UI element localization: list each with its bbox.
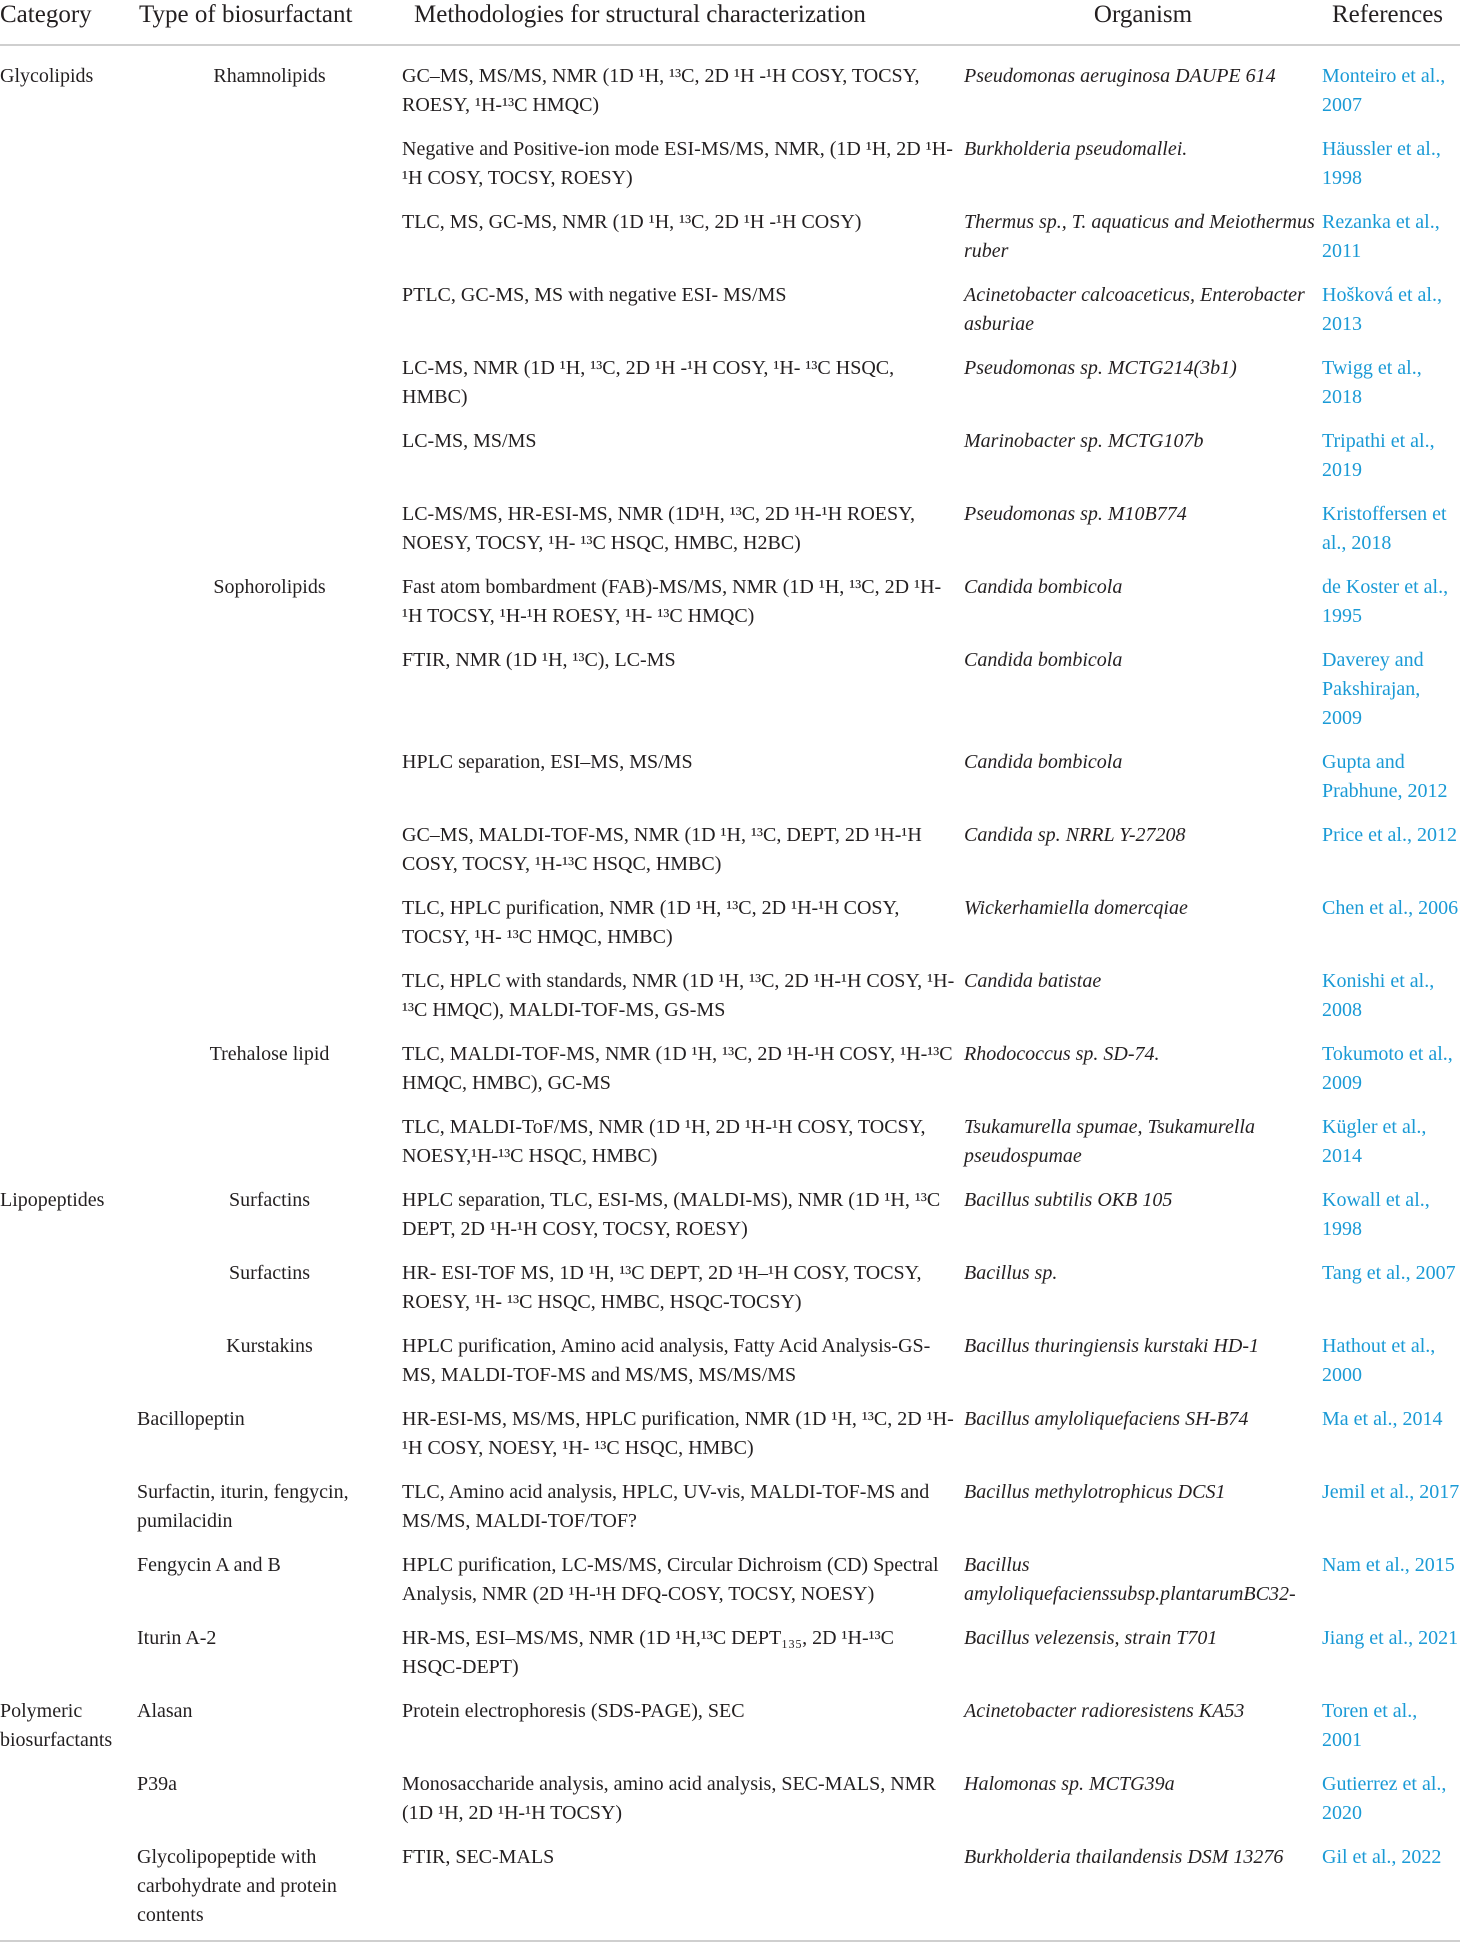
organism-cell: Pseudomonas sp. MCTG214(3b1) <box>964 357 1237 379</box>
methodology-cell: HPLC purification, LC-MS/MS, Circular Dichroism (CD) Spectral Analysis, NMR (2D ¹H-¹H DFQ-COSY, TOCSY, NOESY) <box>402 1554 939 1605</box>
type-cell <box>137 419 402 492</box>
table-row <box>0 127 1460 200</box>
reference-link[interactable]: Nam et al., 2015 <box>1322 1554 1455 1576</box>
category-cell <box>0 1616 137 1689</box>
type-cell <box>137 813 402 886</box>
category-cell <box>0 813 137 886</box>
organism-cell: Tsukamurella spumae, Tsukamurella pseudospumae <box>964 1116 1255 1167</box>
organism-cell: Bacillus sp. <box>964 1262 1058 1284</box>
methodology-cell: TLC, MALDI-ToF/MS, NMR (1D ¹H, 2D ¹H-¹H COSY, TOCSY, NOESY,¹H-¹³C HSQC, HMBC) <box>402 1116 926 1167</box>
reference-link[interactable]: Price et al., 2012 <box>1322 824 1457 846</box>
type-cell <box>137 492 402 565</box>
table-row <box>0 1689 1460 1762</box>
organism-cell: Bacillus methylotrophicus DCS1 <box>964 1481 1226 1503</box>
methodology-cell: Negative and Positive-ion mode ESI-MS/MS, NMR, (1D ¹H, 2D ¹H- ¹H COSY, TOCSY, ROESY) <box>402 138 953 189</box>
reference-link[interactable]: Häussler et al., 1998 <box>1322 138 1441 189</box>
category-cell <box>0 1397 137 1470</box>
category-cell <box>0 1543 137 1616</box>
type-cell: Bacillopeptin <box>137 1408 245 1430</box>
type-cell: Surfactin, iturin, fengycin, pumilacidin <box>137 1481 349 1532</box>
methodology-cell: LC-MS/MS, HR-ESI-MS, NMR (1D¹H, ¹³C, 2D ¹H-¹H ROESY, NOESY, TOCSY, ¹H- ¹³C HSQC, HMBC, H2BC) <box>402 503 916 554</box>
category-cell <box>0 886 137 959</box>
reference-link[interactable]: Kristoffersen et al., 2018 <box>1322 503 1447 554</box>
organism-cell: Pseudomonas sp. M10B774 <box>964 503 1187 525</box>
category-cell <box>0 1324 137 1397</box>
type-cell: P39a <box>137 1773 177 1795</box>
organism-cell: Burkholderia thailandensis DSM 13276 <box>964 1835 1322 1941</box>
type-cell <box>137 200 402 273</box>
methodology-cell: TLC, HPLC purification, NMR (1D ¹H, ¹³C, 2D ¹H-¹H COSY, TOCSY, ¹H- ¹³C HMQC, HMBC) <box>402 897 900 948</box>
methodology-cell: PTLC, GC-MS, MS with negative ESI- MS/MS <box>402 284 787 306</box>
category-cell <box>0 740 137 813</box>
table-row <box>0 1251 1460 1324</box>
type-cell: Alasan <box>137 1700 193 1722</box>
category-cell <box>0 419 137 492</box>
organism-cell: Candida bombicola <box>964 576 1123 598</box>
table-row <box>0 813 1460 886</box>
type-cell: Trehalose lipid <box>209 1043 330 1065</box>
reference-link[interactable]: Gupta and Prabhune, 2012 <box>1322 751 1448 802</box>
reference-link[interactable]: Gil et al., 2022 <box>1322 1835 1460 1941</box>
table-row <box>0 346 1460 419</box>
category-cell: Polymeric biosurfactants <box>0 1700 113 1751</box>
category-cell <box>0 565 137 638</box>
methodology-cell: FTIR, SEC-MALS <box>402 1835 964 1941</box>
organism-cell: Rhodococcus sp. SD-74. <box>964 1043 1160 1065</box>
type-cell <box>137 959 402 1032</box>
reference-link[interactable]: Toren et al., 2001 <box>1322 1700 1418 1751</box>
type-cell: Surfactins <box>228 1262 311 1284</box>
organism-cell: Bacillus subtilis OKB 105 <box>964 1189 1173 1211</box>
organism-cell: Bacillus amyloliquefaciens SH-B74 <box>964 1408 1249 1430</box>
header-references: References <box>1322 0 1460 45</box>
table-row <box>0 1543 1460 1616</box>
table-row <box>0 959 1460 1032</box>
category-cell: Lipopeptides <box>0 1189 105 1211</box>
methodology-cell: HPLC separation, ESI–MS, MS/MS <box>402 751 693 773</box>
type-cell: Rhamnolipids <box>213 65 326 87</box>
methodology-cell: TLC, HPLC with standards, NMR (1D ¹H, ¹³C, 2D ¹H-¹H COSY, ¹H- ¹³C HMQC), MALDI-TOF-MS, GS-MS <box>402 970 955 1021</box>
reference-link[interactable]: Hošková et al., 2013 <box>1322 284 1442 335</box>
category-cell <box>0 1470 137 1543</box>
reference-link[interactable]: Konishi et al., 2008 <box>1322 970 1435 1021</box>
header-row <box>0 0 1460 45</box>
methodology-cell: FTIR, NMR (1D ¹H, ¹³C), LC-MS <box>402 649 676 671</box>
organism-cell: Bacillus amyloliquefacienssubsp.plantarumBC32- <box>964 1554 1296 1605</box>
type-cell: Glycolipopeptide with carbohydrate and protein contents <box>137 1835 402 1941</box>
methodology-cell: LC-MS, NMR (1D ¹H, ¹³C, 2D ¹H -¹H COSY, ¹H- ¹³C HSQC, HMBC) <box>402 357 895 408</box>
header-type: Type of biosurfactant <box>137 0 402 45</box>
organism-cell: Acinetobacter radioresistens KA53 <box>964 1700 1245 1722</box>
methodology-cell: TLC, MS, GC-MS, NMR (1D ¹H, ¹³C, 2D ¹H -¹H COSY) <box>402 211 862 233</box>
organism-cell: Candida bombicola <box>964 751 1123 773</box>
table-row <box>0 886 1460 959</box>
type-cell: Iturin A-2 <box>137 1627 217 1649</box>
type-cell <box>137 1105 402 1178</box>
table-row <box>0 1762 1460 1835</box>
table-row <box>0 1470 1460 1543</box>
type-cell <box>137 127 402 200</box>
methodology-cell: GC–MS, MS/MS, NMR (1D ¹H, ¹³C, 2D ¹H -¹H COSY, TOCSY, ROESY, ¹H-¹³C HMQC) <box>402 65 920 116</box>
organism-cell: Candida bombicola <box>964 649 1123 671</box>
organism-cell: Bacillus thuringiensis kurstaki HD-1 <box>964 1335 1259 1357</box>
reference-link[interactable]: de Koster et al., 1995 <box>1322 576 1449 627</box>
category-cell <box>0 127 137 200</box>
table-row <box>0 1105 1460 1178</box>
category-cell <box>0 200 137 273</box>
type-cell <box>137 886 402 959</box>
organism-cell: Candida sp. NRRL Y-27208 <box>964 824 1186 846</box>
table-row <box>0 1178 1460 1251</box>
methodology-cell: TLC, Amino acid analysis, HPLC, UV-vis, MALDI-TOF-MS and MS/MS, MALDI-TOF/TOF? <box>402 1481 930 1532</box>
table-row <box>0 1835 1460 1941</box>
reference-link[interactable]: Chen et al., 2006 <box>1322 897 1459 919</box>
reference-link[interactable]: Kowall et al., 1998 <box>1322 1189 1430 1240</box>
table-row <box>0 45 1460 127</box>
organism-cell: Halomonas sp. MCTG39a <box>964 1773 1175 1795</box>
methodology-cell: TLC, MALDI-TOF-MS, NMR (1D ¹H, ¹³C, 2D ¹H-¹H COSY, ¹H-¹³C HMQC, HMBC), GC-MS <box>402 1043 953 1094</box>
category-cell <box>0 959 137 1032</box>
category-cell <box>0 1762 137 1835</box>
type-cell: Sophorolipids <box>213 576 326 598</box>
reference-link[interactable]: Monteiro et al., 2007 <box>1322 65 1446 116</box>
reference-link[interactable]: Kügler et al., 2014 <box>1322 1116 1427 1167</box>
methodology-cell: HPLC separation, TLC, ESI-MS, (MALDI-MS), NMR (1D ¹H, ¹³C DEPT, 2D ¹H-¹H COSY, TOCSY, ROESY) <box>402 1189 941 1240</box>
type-cell <box>137 346 402 419</box>
methodology-cell: Protein electrophoresis (SDS-PAGE), SEC <box>402 1700 745 1722</box>
methodology-cell: HR-ESI-MS, MS/MS, HPLC purification, NMR (1D ¹H, ¹³C, 2D ¹H-¹H COSY, NOESY, ¹H- ¹³C HSQC, HMBC) <box>402 1408 954 1459</box>
table-row <box>0 273 1460 346</box>
category-cell <box>0 638 137 740</box>
reference-link[interactable]: Jiang et al., 2021 <box>1322 1627 1459 1649</box>
table-row <box>0 1397 1460 1470</box>
organism-cell: Acinetobacter calcoaceticus, Enterobacter asburiae <box>964 284 1305 335</box>
reference-link[interactable]: Hathout et al., 2000 <box>1322 1335 1436 1386</box>
table-row <box>0 565 1460 638</box>
table-row <box>0 638 1460 740</box>
methodology-cell: HR-MS, ESI–MS/MS, NMR (1D ¹H,¹³C DEPT₁₃₅, 2D ¹H-¹³C HSQC-DEPT) <box>402 1627 894 1678</box>
category-cell <box>0 1105 137 1178</box>
methodology-cell: GC–MS, MALDI-TOF-MS, NMR (1D ¹H, ¹³C, DEPT, 2D ¹H-¹H COSY, TOCSY, ¹H-¹³C HSQC, HMBC) <box>402 824 922 875</box>
category-cell <box>0 1835 137 1941</box>
table-row <box>0 1324 1460 1397</box>
header-organism: Organism <box>964 0 1322 45</box>
reference-link[interactable]: Tang et al., 2007 <box>1322 1262 1456 1284</box>
type-cell <box>137 638 402 740</box>
category-cell: Glycolipids <box>0 65 94 87</box>
type-cell: Fengycin A and B <box>137 1554 281 1576</box>
type-cell <box>137 273 402 346</box>
table-row <box>0 1032 1460 1105</box>
reference-link[interactable]: Rezanka et al., 2011 <box>1322 211 1440 262</box>
header-category: Category <box>0 0 137 45</box>
methodology-cell: HR- ESI-TOF MS, 1D ¹H, ¹³C DEPT, 2D ¹H–¹H COSY, TOCSY, ROESY, ¹H- ¹³C HSQC, HMBC, HSQC-TOCSY) <box>402 1262 922 1313</box>
reference-link[interactable]: Jemil et al., 2017 <box>1322 1481 1460 1503</box>
table-row <box>0 740 1460 813</box>
reference-link[interactable]: Tokumoto et al., 2009 <box>1322 1043 1453 1094</box>
category-cell <box>0 492 137 565</box>
organism-cell: Marinobacter sp. MCTG107b <box>964 430 1204 452</box>
reference-link[interactable]: Tripathi et al., 2019 <box>1322 430 1435 481</box>
header-methodologies: Methodologies for structural characterization <box>402 0 964 45</box>
reference-link[interactable]: Gutierrez et al., 2020 <box>1322 1773 1447 1824</box>
methodology-cell: Monosaccharide analysis, amino acid analysis, SEC-MALS, NMR (1D ¹H, 2D ¹H-¹H TOCSY) <box>402 1773 936 1824</box>
category-cell <box>0 1032 137 1105</box>
type-cell: Kurstakins <box>226 1335 313 1357</box>
type-cell <box>137 740 402 813</box>
table-row <box>0 200 1460 273</box>
organism-cell: Candida batistae <box>964 970 1102 992</box>
organism-cell: Bacillus velezensis, strain T701 <box>964 1627 1218 1649</box>
organism-cell: Pseudomonas aeruginosa DAUPE 614 <box>964 65 1276 87</box>
methodology-cell: LC-MS, MS/MS <box>402 430 537 452</box>
reference-link[interactable]: Twigg et al., 2018 <box>1322 357 1422 408</box>
category-cell <box>0 1251 137 1324</box>
organism-cell: Wickerhamiella domercqiae <box>964 897 1188 919</box>
reference-link[interactable]: Ma et al., 2014 <box>1322 1408 1443 1430</box>
organism-cell: Thermus sp., T. aquaticus and Meiothermus ruber <box>964 211 1315 262</box>
table-body <box>0 45 1460 1941</box>
organism-cell: Burkholderia pseudomallei. <box>964 138 1188 160</box>
type-cell: Surfactins <box>228 1189 311 1211</box>
methodology-cell: Fast atom bombardment (FAB)-MS/MS, NMR (1D ¹H, ¹³C, 2D ¹H-¹H TOCSY, ¹H-¹H ROESY, ¹H- ¹³C HMQC) <box>402 576 942 627</box>
methodology-cell: HPLC purification, Amino acid analysis, Fatty Acid Analysis-GS-MS, MALDI-TOF-MS and MS/MS, MS/MS/MS <box>402 1335 931 1386</box>
table-header <box>0 0 1460 45</box>
table-row <box>0 1616 1460 1689</box>
category-cell <box>0 273 137 346</box>
table-row <box>0 492 1460 565</box>
category-cell <box>0 346 137 419</box>
table-row <box>0 419 1460 492</box>
reference-link[interactable]: Daverey and Pakshirajan, 2009 <box>1322 649 1424 729</box>
